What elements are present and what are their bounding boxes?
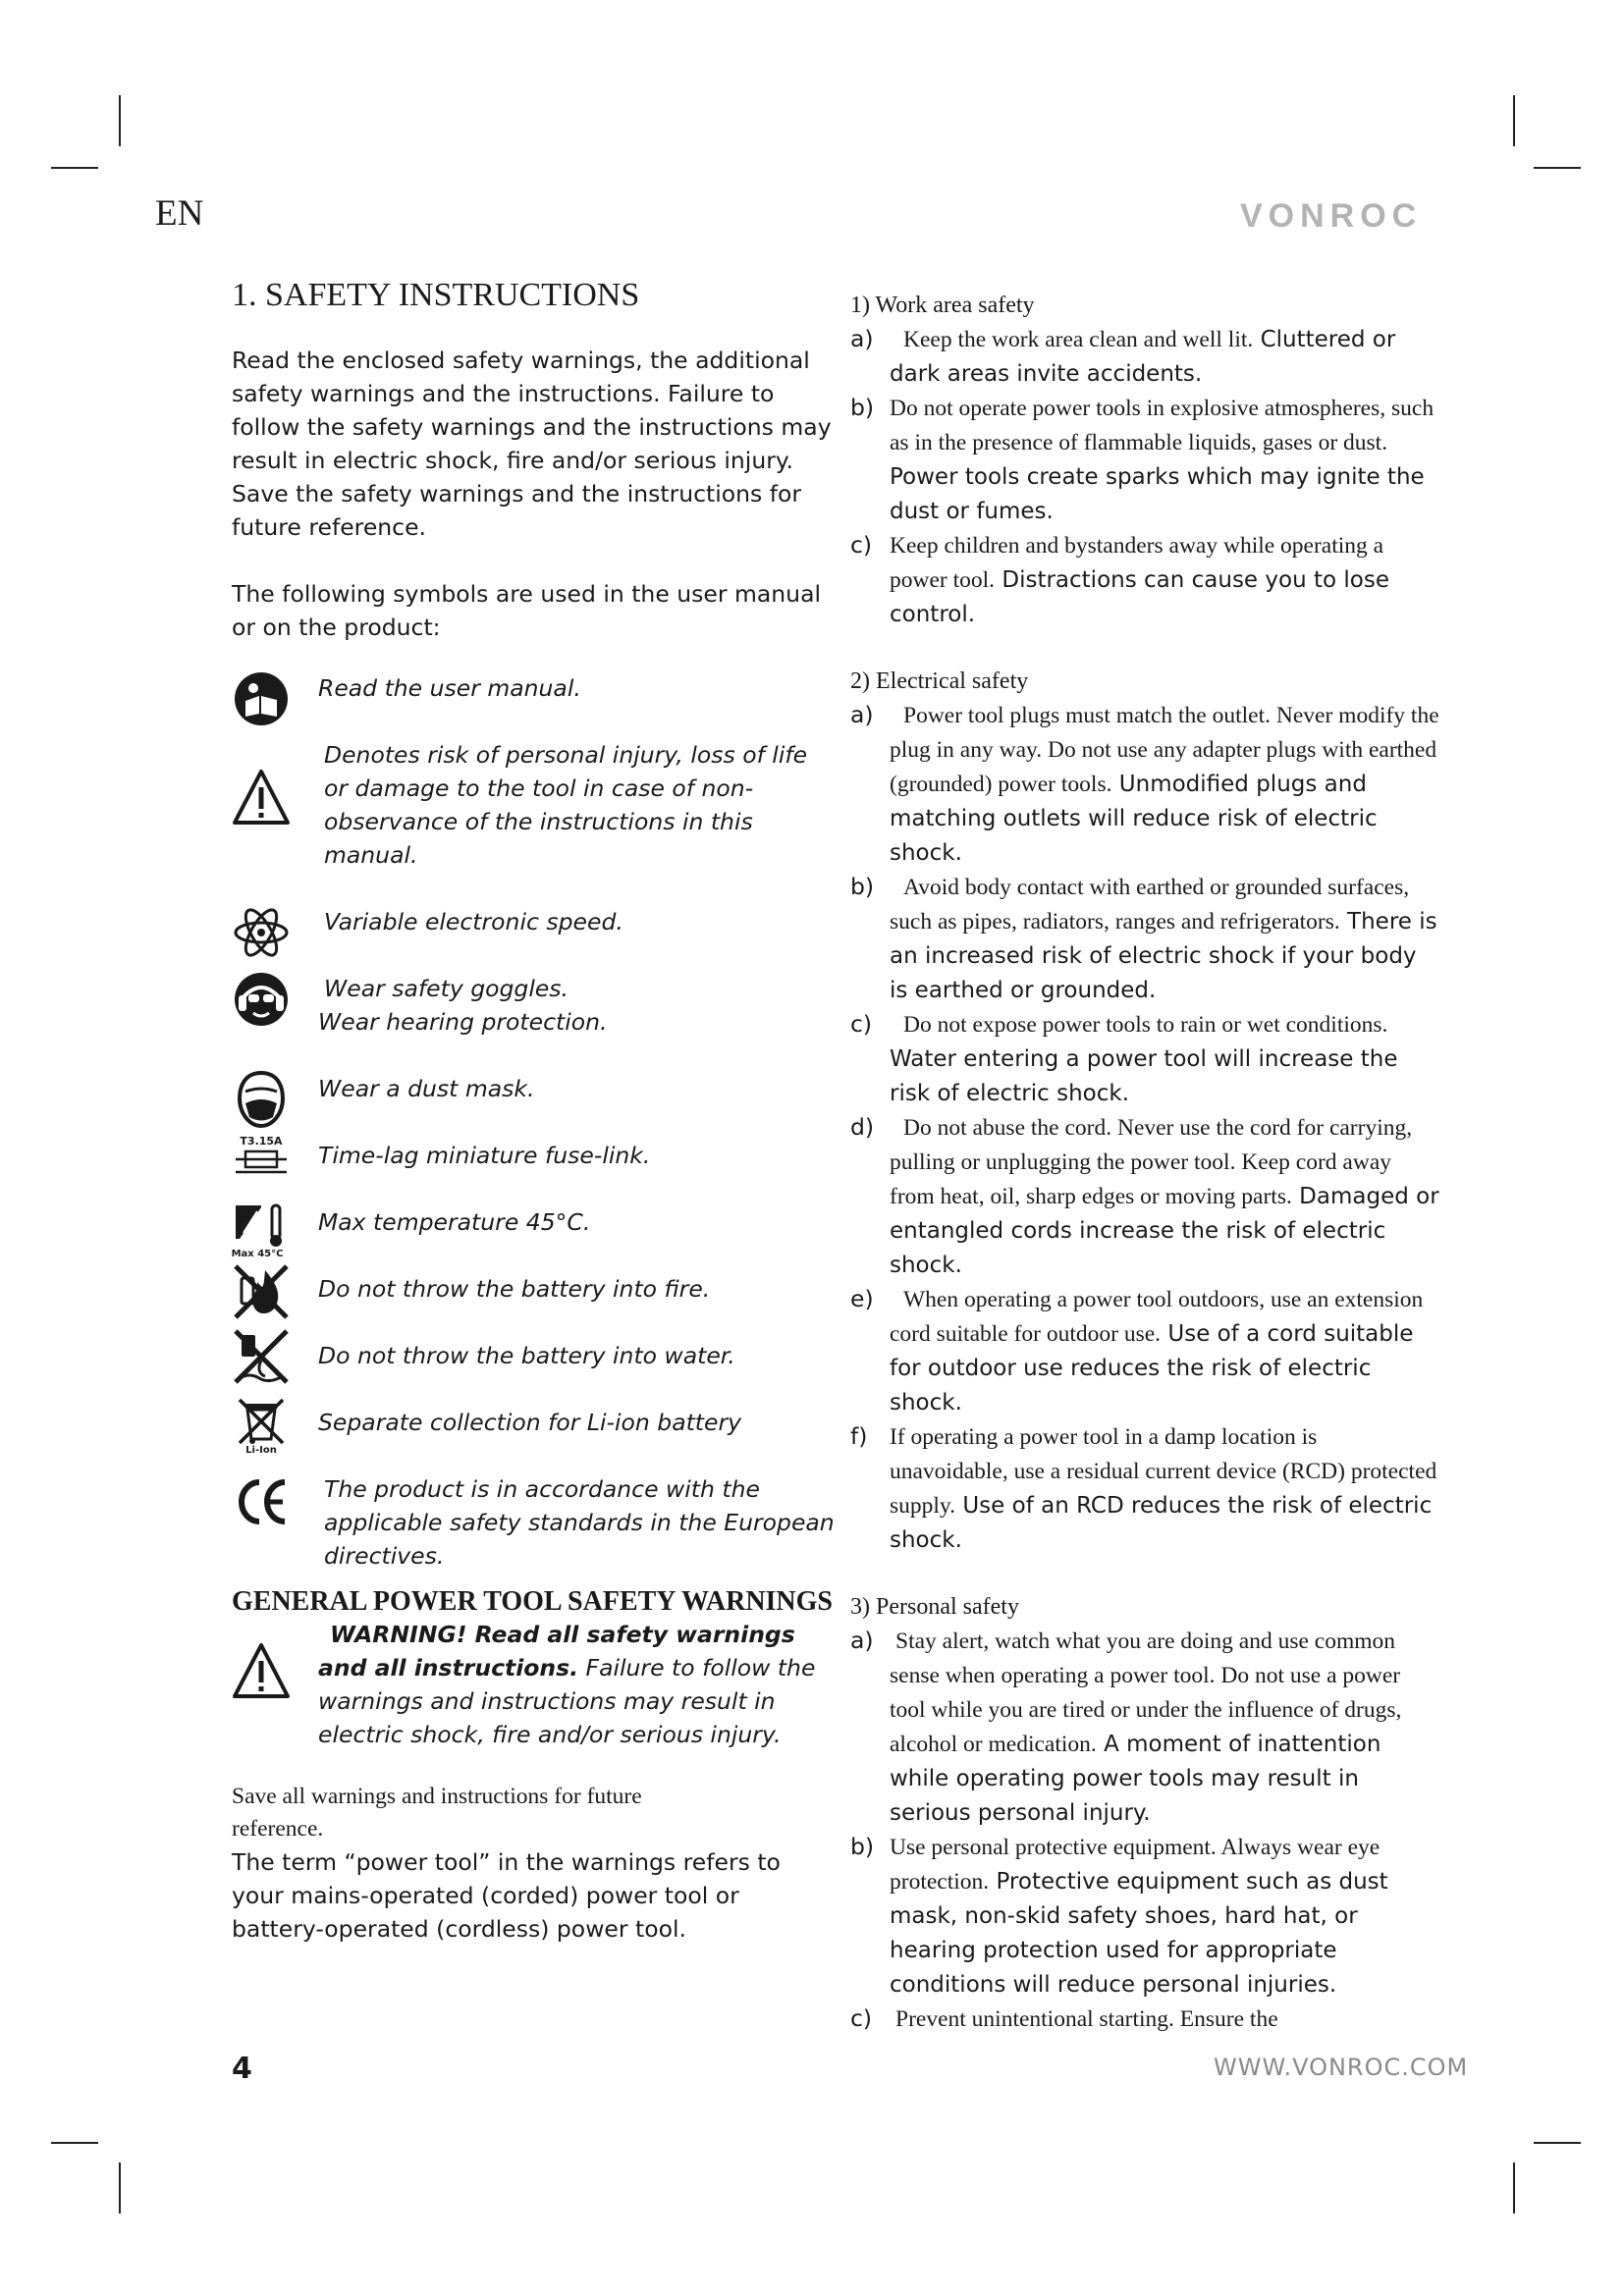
- item-instruction: Stay alert, watch what you are doing and use common sense when operating a power tool. Do not use a power tool while you are tired or under the influence of drugs, alcohol or medication.: [890, 1629, 1402, 1757]
- warning-rest: Failure to follow the warnings and instructions may result in electric shock, fire and/or serious injury.: [318, 1654, 816, 1748]
- symbol-row: [232, 1205, 836, 1258]
- symbol-row: [232, 1472, 836, 1573]
- symbol-text: Read the user manual.: [318, 674, 581, 702]
- variable-speed-icon: [232, 903, 291, 962]
- item-body: [890, 2002, 1439, 2036]
- section-heading: 2) Electrical safety: [850, 668, 1029, 694]
- max-temp-label: Max 45°C: [232, 1249, 284, 1258]
- item-letter: b): [850, 394, 875, 421]
- dust-mask-icon: [232, 1070, 291, 1129]
- crop-mark: [119, 95, 121, 146]
- item-explanation: Power tools create sparks which may ignite the dust or fumes.: [890, 464, 1425, 524]
- symbols-intro: The following symbols are used in the user manual or on the product:: [232, 580, 821, 641]
- item-explanation: There is an increased risk of electric shock if your body is earthed or grounded.: [890, 909, 1437, 1003]
- item-instruction: Keep children and bystanders away while operating a power tool.: [890, 533, 1384, 593]
- item-body: [890, 1110, 1439, 1282]
- crop-mark: [119, 2163, 121, 2214]
- no-fire-icon: [232, 1262, 291, 1321]
- item-body: [890, 698, 1439, 870]
- brand-logo: VONROC: [1240, 197, 1423, 235]
- warning-block: [232, 1618, 836, 1751]
- item-body: [890, 1419, 1439, 1557]
- item-explanation: Distractions can cause you to lose control.: [890, 567, 1389, 627]
- no-water-icon: [232, 1327, 291, 1386]
- warning-triangle-icon: [232, 768, 291, 827]
- symbol-text: Wear a dust mask.: [318, 1075, 535, 1102]
- item-letter: c): [850, 1010, 873, 1038]
- general-warnings-title: GENERAL POWER TOOL SAFETY WARNINGS: [232, 1586, 834, 1617]
- symbol-text: Separate collection for Li-ion battery: [318, 1409, 742, 1436]
- page-number: 4: [232, 2052, 252, 2086]
- symbol-row: [232, 905, 836, 938]
- warning-text: [318, 1618, 836, 1751]
- electrical-safety-section: [850, 665, 1439, 1557]
- symbol-row: [232, 671, 836, 705]
- section-heading: 3) Personal safety: [850, 1594, 1019, 1620]
- symbol-row: [232, 1135, 836, 1172]
- item-explanation: A moment of inattention while operating power tools may result in serious personal injury.: [890, 1732, 1381, 1826]
- list-item: [850, 870, 1439, 1007]
- item-letter: a): [850, 325, 874, 352]
- item-instruction: Do not operate power tools in explosive atmospheres, such as in the presence of flammable liquids, gases or dust.: [890, 396, 1435, 455]
- symbol-text: Do not throw the battery into fire.: [318, 1275, 711, 1303]
- section-title: 1. SAFETY INSTRUCTIONS: [232, 277, 640, 313]
- symbol-text: Wear hearing protection.: [318, 1008, 608, 1036]
- item-body: [890, 870, 1439, 1007]
- item-letter: a): [850, 1627, 874, 1654]
- work-area-section: [850, 289, 1439, 631]
- item-explanation: Damaged or entangled cords increase the risk of electric shock.: [890, 1184, 1439, 1278]
- item-body: [890, 1007, 1439, 1110]
- crop-mark: [51, 167, 98, 169]
- item-instruction: Power tool plugs must match the outlet. Never modify the plug in any way. Do not use any adapter plugs with earthed (grounded) power tools.: [890, 703, 1439, 797]
- item-explanation: Cluttered or dark areas invite accidents.: [890, 327, 1396, 387]
- item-body: [890, 1282, 1439, 1419]
- intro-paragraph: Read the enclosed safety warnings, the additional safety warnings and the instructions. Failure to follow the safety warnings and the instructions may result in electric shock, fire and/or serious injury. Save the safety warnings and the instructions for future reference.: [232, 347, 832, 541]
- item-instruction: Keep the work area clean and well lit.: [903, 327, 1254, 352]
- list-item: [850, 1110, 1439, 1282]
- item-instruction: Prevent unintentional starting. Ensure the: [895, 2006, 1278, 2032]
- language-code: EN: [155, 193, 204, 234]
- wheelie-bin-icon: [232, 1396, 291, 1455]
- item-body: [890, 322, 1439, 391]
- personal-safety-section: [850, 1590, 1439, 2036]
- crop-mark: [1513, 2163, 1515, 2214]
- save-warnings-text: Save all warnings and instructions for future reference.: [232, 1784, 642, 1842]
- power-tool-term-text: The term “power tool” in the warnings refers to your mains-operated (corded) power tool or battery-operated (cordless) power tool.: [232, 1848, 781, 1943]
- crop-mark: [1534, 167, 1581, 169]
- item-body: [890, 1624, 1439, 1830]
- ce-mark-icon: [232, 1472, 291, 1531]
- item-letter: c): [850, 2004, 873, 2032]
- crop-mark: [51, 2142, 98, 2144]
- item-instruction: Use personal protective equipment. Always wear eye protection.: [890, 1835, 1380, 1895]
- item-letter: a): [850, 701, 874, 728]
- read-manual-icon: [232, 669, 291, 728]
- item-explanation: Water entering a power tool will increase the risk of electric shock.: [890, 1046, 1398, 1106]
- symbol-row: [232, 1339, 836, 1372]
- item-explanation: Protective equipment such as dust mask, non-skid safety shoes, hard hat, or hearing protection used for appropriate conditions will reduce personal injuries.: [890, 1869, 1388, 1998]
- item-instruction: When operating a power tool outdoors, use an extension cord suitable for outdoor use.: [890, 1287, 1424, 1347]
- list-item: [850, 1419, 1439, 1557]
- item-letter: d): [850, 1113, 875, 1141]
- fuse-link-icon: [232, 1129, 291, 1188]
- item-letter: b): [850, 873, 875, 900]
- item-letter: f): [850, 1422, 868, 1450]
- website-url: WWW.VONROC.COM: [1214, 2054, 1469, 2081]
- item-letter: c): [850, 531, 873, 559]
- warning-bold: WARNING! Read all safety warnings and all instructions.: [318, 1621, 795, 1682]
- item-body: [890, 528, 1439, 631]
- item-explanation: Unmodified plugs and matching outlets will reduce risk of electric shock.: [890, 772, 1378, 866]
- symbol-text: Max temperature 45°C.: [318, 1208, 591, 1236]
- crop-mark: [1513, 95, 1515, 146]
- symbol-row: [232, 972, 836, 1039]
- crop-mark: [1534, 2142, 1581, 2144]
- list-item: [850, 698, 1439, 870]
- item-instruction: Do not expose power tools to rain or wet conditions.: [903, 1012, 1388, 1038]
- list-item: [850, 1624, 1439, 1830]
- symbol-row: [232, 738, 836, 872]
- symbol-text: Time-lag miniature fuse-link.: [318, 1142, 651, 1169]
- left-column: [232, 277, 836, 1946]
- list-item: [850, 391, 1439, 528]
- fuse-label: T3.15A: [240, 1135, 283, 1148]
- list-item: [850, 1830, 1439, 2002]
- warning-triangle-icon: [232, 1641, 291, 1700]
- li-ion-label: Li-Ion: [245, 1445, 277, 1455]
- item-explanation: Use of a cord suitable for outdoor use reduces the risk of electric shock.: [890, 1321, 1414, 1415]
- item-instruction: Avoid body contact with earthed or grounded surfaces, such as pipes, radiators, ranges and refrigerators.: [890, 875, 1410, 934]
- section-heading: 1) Work area safety: [850, 293, 1035, 318]
- item-body: [890, 391, 1439, 528]
- item-instruction: Do not abuse the cord. Never use the cord for carrying, pulling or unplugging the power tool. Keep cord away from heat, oil, sharp edges or moving parts.: [890, 1115, 1413, 1209]
- right-column: [850, 289, 1439, 2036]
- item-explanation: Use of an RCD reduces the risk of electric shock.: [890, 1493, 1433, 1553]
- max-temperature-icon: [232, 1200, 291, 1258]
- symbol-text: Do not throw the battery into water.: [318, 1342, 735, 1369]
- symbol-row: [232, 1272, 836, 1306]
- list-item: [850, 528, 1439, 631]
- item-instruction: If operating a power tool in a damp location is unavoidable, use a residual current device (RCD) protected supply.: [890, 1424, 1437, 1519]
- list-item: [850, 1282, 1439, 1419]
- symbol-row: [232, 1406, 836, 1455]
- symbol-text: Denotes risk of personal injury, loss of life or damage to the tool in case of non-observance of the instructions in this manual.: [324, 741, 808, 869]
- symbol-row: [232, 1072, 836, 1105]
- item-body: [890, 1830, 1439, 2002]
- goggles-ear-protection-icon: [232, 970, 291, 1029]
- item-letter: b): [850, 1833, 875, 1860]
- symbol-text: Wear safety goggles.: [324, 975, 569, 1002]
- symbol-text: The product is in accordance with the applicable safety standards in the European directives.: [324, 1475, 835, 1570]
- list-item: [850, 322, 1439, 391]
- list-item: [850, 1007, 1439, 1110]
- item-letter: e): [850, 1285, 874, 1312]
- symbol-text: Variable electronic speed.: [324, 908, 623, 935]
- list-item: [850, 2002, 1439, 2036]
